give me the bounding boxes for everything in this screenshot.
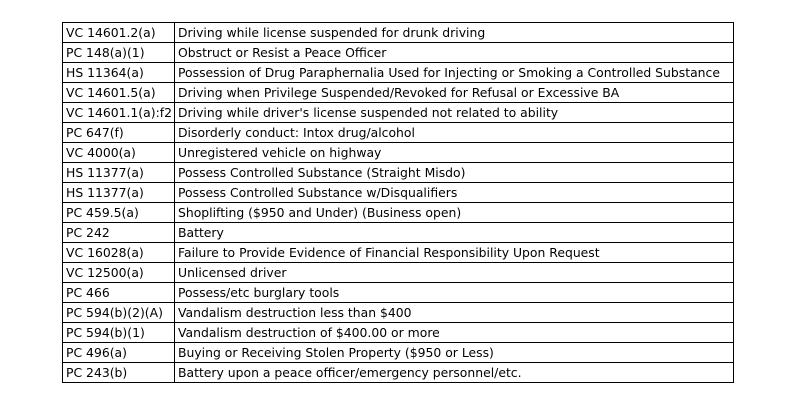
charge-description-cell: Shoplifting ($950 and Under) (Business open) [175,203,734,223]
charge-description-cell: Vandalism destruction of $400.00 or more [175,323,734,343]
charge-code-cell: PC 496(a) [63,343,175,363]
table-row [63,123,734,143]
charge-code-cell: PC 243(b) [63,363,175,383]
charge-description-cell: Vandalism destruction less than $400 [175,303,734,323]
charge-description-cell: Disorderly conduct: Intox drug/alcohol [175,123,734,143]
charges-table [62,22,734,383]
charge-description-cell: Driving while license suspended for drunk driving [175,23,734,43]
charge-code-cell: PC 242 [63,223,175,243]
charge-description-cell: Possess Controlled Substance w/Disqualifiers [175,183,734,203]
charge-code-cell: VC 16028(a) [63,243,175,263]
charge-description-cell: Battery [175,223,734,243]
charge-code-cell: VC 14601.5(a) [63,83,175,103]
charge-code-cell: VC 4000(a) [63,143,175,163]
charge-description-cell: Unregistered vehicle on highway [175,143,734,163]
table-row [63,243,734,263]
table-row [63,63,734,83]
table-row [63,303,734,323]
charges-table-body [63,23,734,383]
table-row [63,263,734,283]
charge-code-cell: HS 11364(a) [63,63,175,83]
table-row [63,343,734,363]
charge-code-cell: HS 11377(a) [63,163,175,183]
table-row [63,143,734,163]
table-row [63,223,734,243]
charge-description-cell: Possess Controlled Substance (Straight Misdo) [175,163,734,183]
table-row [63,103,734,123]
charge-description-cell: Possess/etc burglary tools [175,283,734,303]
charge-code-cell: VC 12500(a) [63,263,175,283]
charge-code-cell: PC 594(b)(2)(A) [63,303,175,323]
charge-code-cell: VC 14601.1(a):f2 [63,103,175,123]
charge-code-cell: VC 14601.2(a) [63,23,175,43]
charge-code-cell: PC 647(f) [63,123,175,143]
charge-code-cell: HS 11377(a) [63,183,175,203]
charge-description-cell: Possession of Drug Paraphernalia Used for Injecting or Smoking a Controlled Substance [175,63,734,83]
charge-description-cell: Obstruct or Resist a Peace Officer [175,43,734,63]
table-row [63,43,734,63]
charge-description-cell: Driving when Privilege Suspended/Revoked for Refusal or Excessive BA [175,83,734,103]
charge-code-cell: PC 466 [63,283,175,303]
table-row [63,23,734,43]
table-row [63,203,734,223]
charge-description-cell: Driving while driver's license suspended not related to ability [175,103,734,123]
table-row [63,83,734,103]
table-row [63,323,734,343]
table-row [63,183,734,203]
table-row [63,283,734,303]
charges-table-container [62,22,734,383]
charge-code-cell: PC 148(a)(1) [63,43,175,63]
table-row [63,163,734,183]
charge-description-cell: Unlicensed driver [175,263,734,283]
charge-description-cell: Battery upon a peace officer/emergency personnel/etc. [175,363,734,383]
table-row [63,363,734,383]
charge-code-cell: PC 594(b)(1) [63,323,175,343]
charge-description-cell: Failure to Provide Evidence of Financial Responsibility Upon Request [175,243,734,263]
charge-description-cell: Buying or Receiving Stolen Property ($950 or Less) [175,343,734,363]
charge-code-cell: PC 459.5(a) [63,203,175,223]
